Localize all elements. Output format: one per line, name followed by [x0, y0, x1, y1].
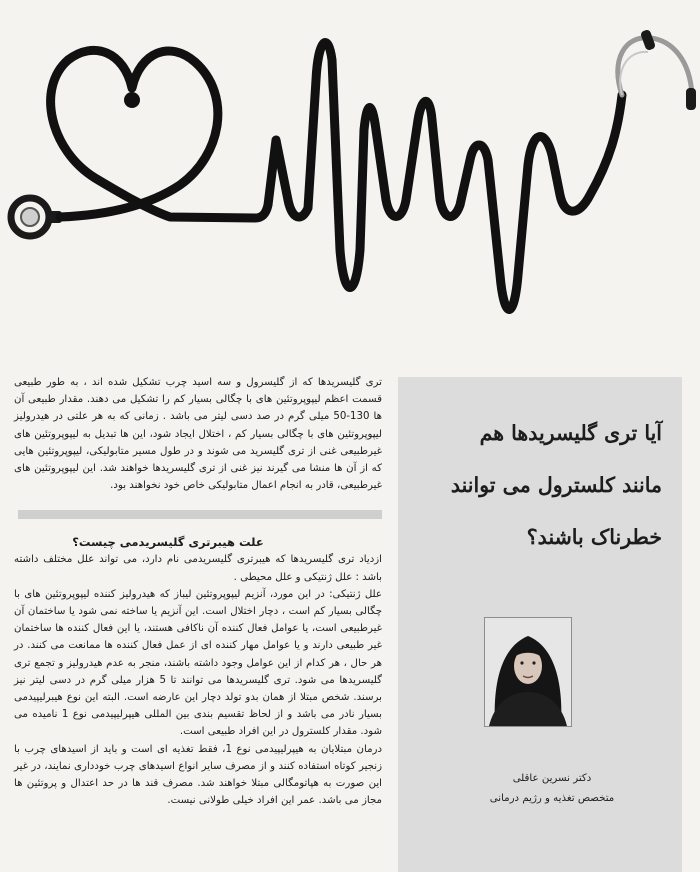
article-paragraph: ازدیاد تری گلیسریدها که هیبرتری گلیسریدمی نام دارد، می تواند علل مختلف داشته باشد : علل ژنتیکی و علل محیطی .: [14, 554, 382, 583]
heart-stethoscope-heartbeat-icon: [0, 0, 700, 350]
headline-sidebar: [398, 377, 682, 872]
headline-line: مانند کلسترول می توانند: [450, 473, 662, 497]
article-paragraph: علل ژنتیکی: در این مورد، آنزیم لیپوپروتئین لیباز که هیدرولیز کننده لیپوپروتئین های با چگالی بسیار کم است ، دچار اختلال است. این آنزیم یا ساخته نمی شود یا ساختمان آن غیرطبیعی است، یا عوامل فعال کننده آن ناکافی هستند، یا این فعال کننده ها ساختمان غیر طبیعی دارند و یا عوامل مهار کننده ای از عمل فعال کننده ها ممانعت می کنند. در هر حال ، هر کدام از این عوامل وجود داشته باشند، منجر به عدم هیدرولیز و تجمع تری گلیسریدها می شود. تری گلیسریدها می توانند تا 5 هزار میلی گرم در دسی لیتر نیز برسند. شخص مبتلا از همان بدو تولد دچار این عارضه است. البته این نوع هیبرلیپیدمی بسیار نادر می باشد و از لحاظ تقسیم بندی بین المللی هیپرلیپیدمی نوع 1 نامیده می شود. مقدار کلسترول در این افراد طبیعی است.: [14, 588, 382, 738]
author-name: دکتر نسرین عاقلی: [512, 773, 592, 784]
headline-line: آیا تری گلیسریدها هم: [479, 421, 662, 445]
article-column: [14, 374, 382, 809]
stethoscope-tube: [51, 43, 622, 310]
author-title: متخصص تغذیه و رژیم درمانی: [489, 793, 615, 804]
author-photo: [484, 617, 572, 727]
headline-line: خطرناک باشند؟: [526, 525, 662, 549]
stethoscope-chest-piece: [11, 198, 62, 236]
article-paragraph: درمان مبتلایان به هیپرلیپیدمی نوع 1، فقط تغذیه ای است و باید از اسیدهای چرب با زنجیر کوتاه استفاده کنند و از مصرف سایر انواع اسیدهای چرب خودداری نمایند، در غیر این صورت به هپاتومگالی مبتلا خواهند شد. مصرف قند ها در حد اعتدال و پروتئین ها مجاز می باشد. عمر این افراد خیلی طولانی نیست.: [14, 743, 382, 807]
author-credit: [452, 769, 652, 809]
section-divider: [18, 510, 382, 519]
article-headline: [412, 407, 662, 563]
author-portrait-icon: [485, 618, 571, 726]
article-intro: تری گلیسریدها که از گلیسرول و سه اسید چرب تشکیل شده اند ، به طور طبیعی قسمت اعظم لیپوپروتئین های با چگالی بسیار کم را تشکیل می دهند. مقدار طبیعی آن ها 130-50 میلی گرم در صد دسی لیتر می باشد . زمانی که به هر علتی در هیدرولیز لیپوپروتئین های با چگالی بسیار کم ، اختلال ایجاد شود، این ها تبدیل به لیپوپروتئین های غیرطبیعی غنی از تری گلیسرید می شوند و در طول مسیر متابولیکی، لیپوپروتئین هایی که از آن ها منشا می گیرند نیز غنی از تری گلیسریدها خواهند شد. این لیپوپروتئین های غیرطبیعی، قادر به انجام اعمال متابولیکی خاص خود نخواهند بود.: [14, 377, 383, 492]
hero-illustration: [0, 0, 700, 350]
section-heading: علت هیبرتری گلیسریدمی چیست؟: [72, 535, 264, 550]
